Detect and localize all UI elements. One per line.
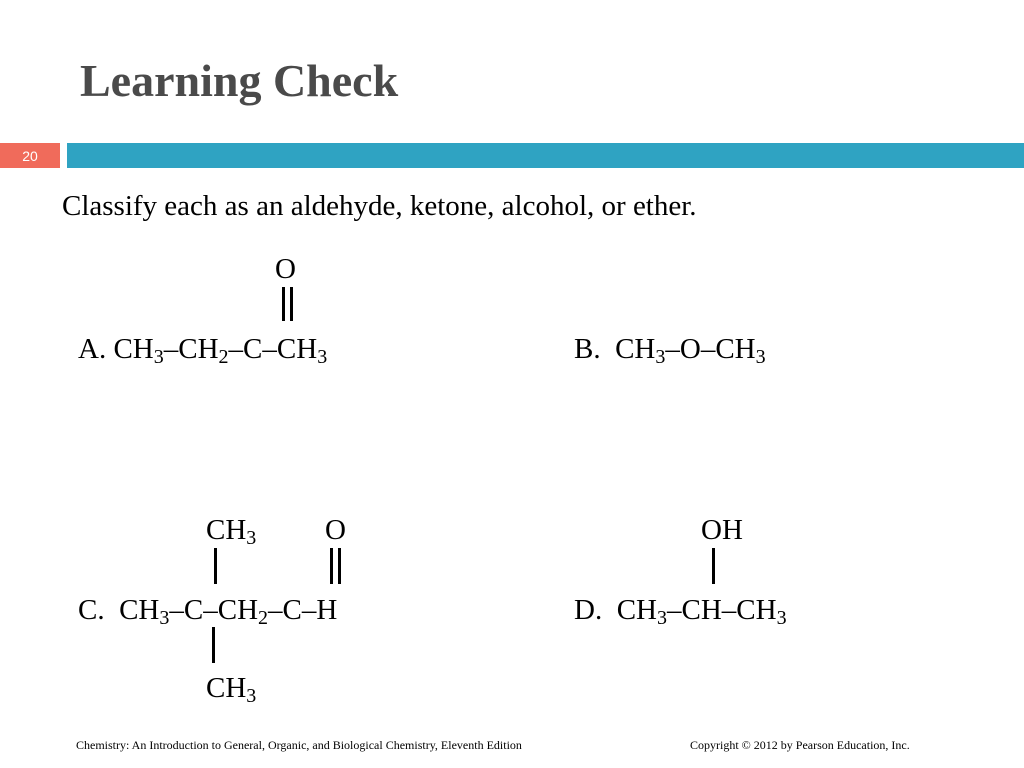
footer-copyright: Copyright © 2012 by Pearson Education, Inc. bbox=[690, 738, 910, 752]
compound-c-top-methyl: $CH_3$ bbox=[206, 514, 257, 549]
compound-a-formula: A. $CH_3-CH_2-C-CH_3$ bbox=[78, 333, 328, 368]
slide-title: Learning Check bbox=[80, 55, 399, 106]
compound-a-label: A. bbox=[78, 333, 107, 365]
compound-c-double-bond-1 bbox=[330, 548, 333, 584]
slide-number-badge: 20 bbox=[0, 143, 60, 168]
compound-c-top-bond bbox=[214, 548, 217, 584]
compound-c-double-bond-2 bbox=[338, 548, 341, 584]
compound-d-bond bbox=[712, 548, 715, 584]
instruction-text: Classify each as an aldehyde, ketone, alcohol, or ether. bbox=[62, 190, 697, 222]
compound-a-double-bond-2 bbox=[290, 287, 293, 321]
compound-c-label: C. bbox=[78, 594, 105, 626]
compound-d-hydroxyl: OH bbox=[701, 514, 743, 546]
compound-d-formula: D. $CH_3-CH-CH_3$ bbox=[574, 594, 787, 629]
compound-c-oxygen: O bbox=[325, 514, 346, 546]
footer-book-title: Chemistry: An Introduction to General, Organic, and Biological Chemistry, Eleventh Edition bbox=[76, 738, 522, 752]
compound-b-formula: B. $CH_3-O-CH_3$ bbox=[574, 333, 766, 368]
compound-a-oxygen: O bbox=[275, 253, 296, 285]
compound-c-bottom-bond bbox=[212, 627, 215, 663]
compound-d-label: D. bbox=[574, 594, 603, 626]
compound-a-double-bond-1 bbox=[282, 287, 285, 321]
header-rule-bar bbox=[67, 143, 1024, 168]
compound-b-label: B. bbox=[574, 333, 601, 365]
compound-c-bottom-methyl: $CH_3$ bbox=[206, 672, 257, 707]
compound-c-formula: C. $CH_3-C-CH_2-C-H$ bbox=[78, 594, 338, 629]
